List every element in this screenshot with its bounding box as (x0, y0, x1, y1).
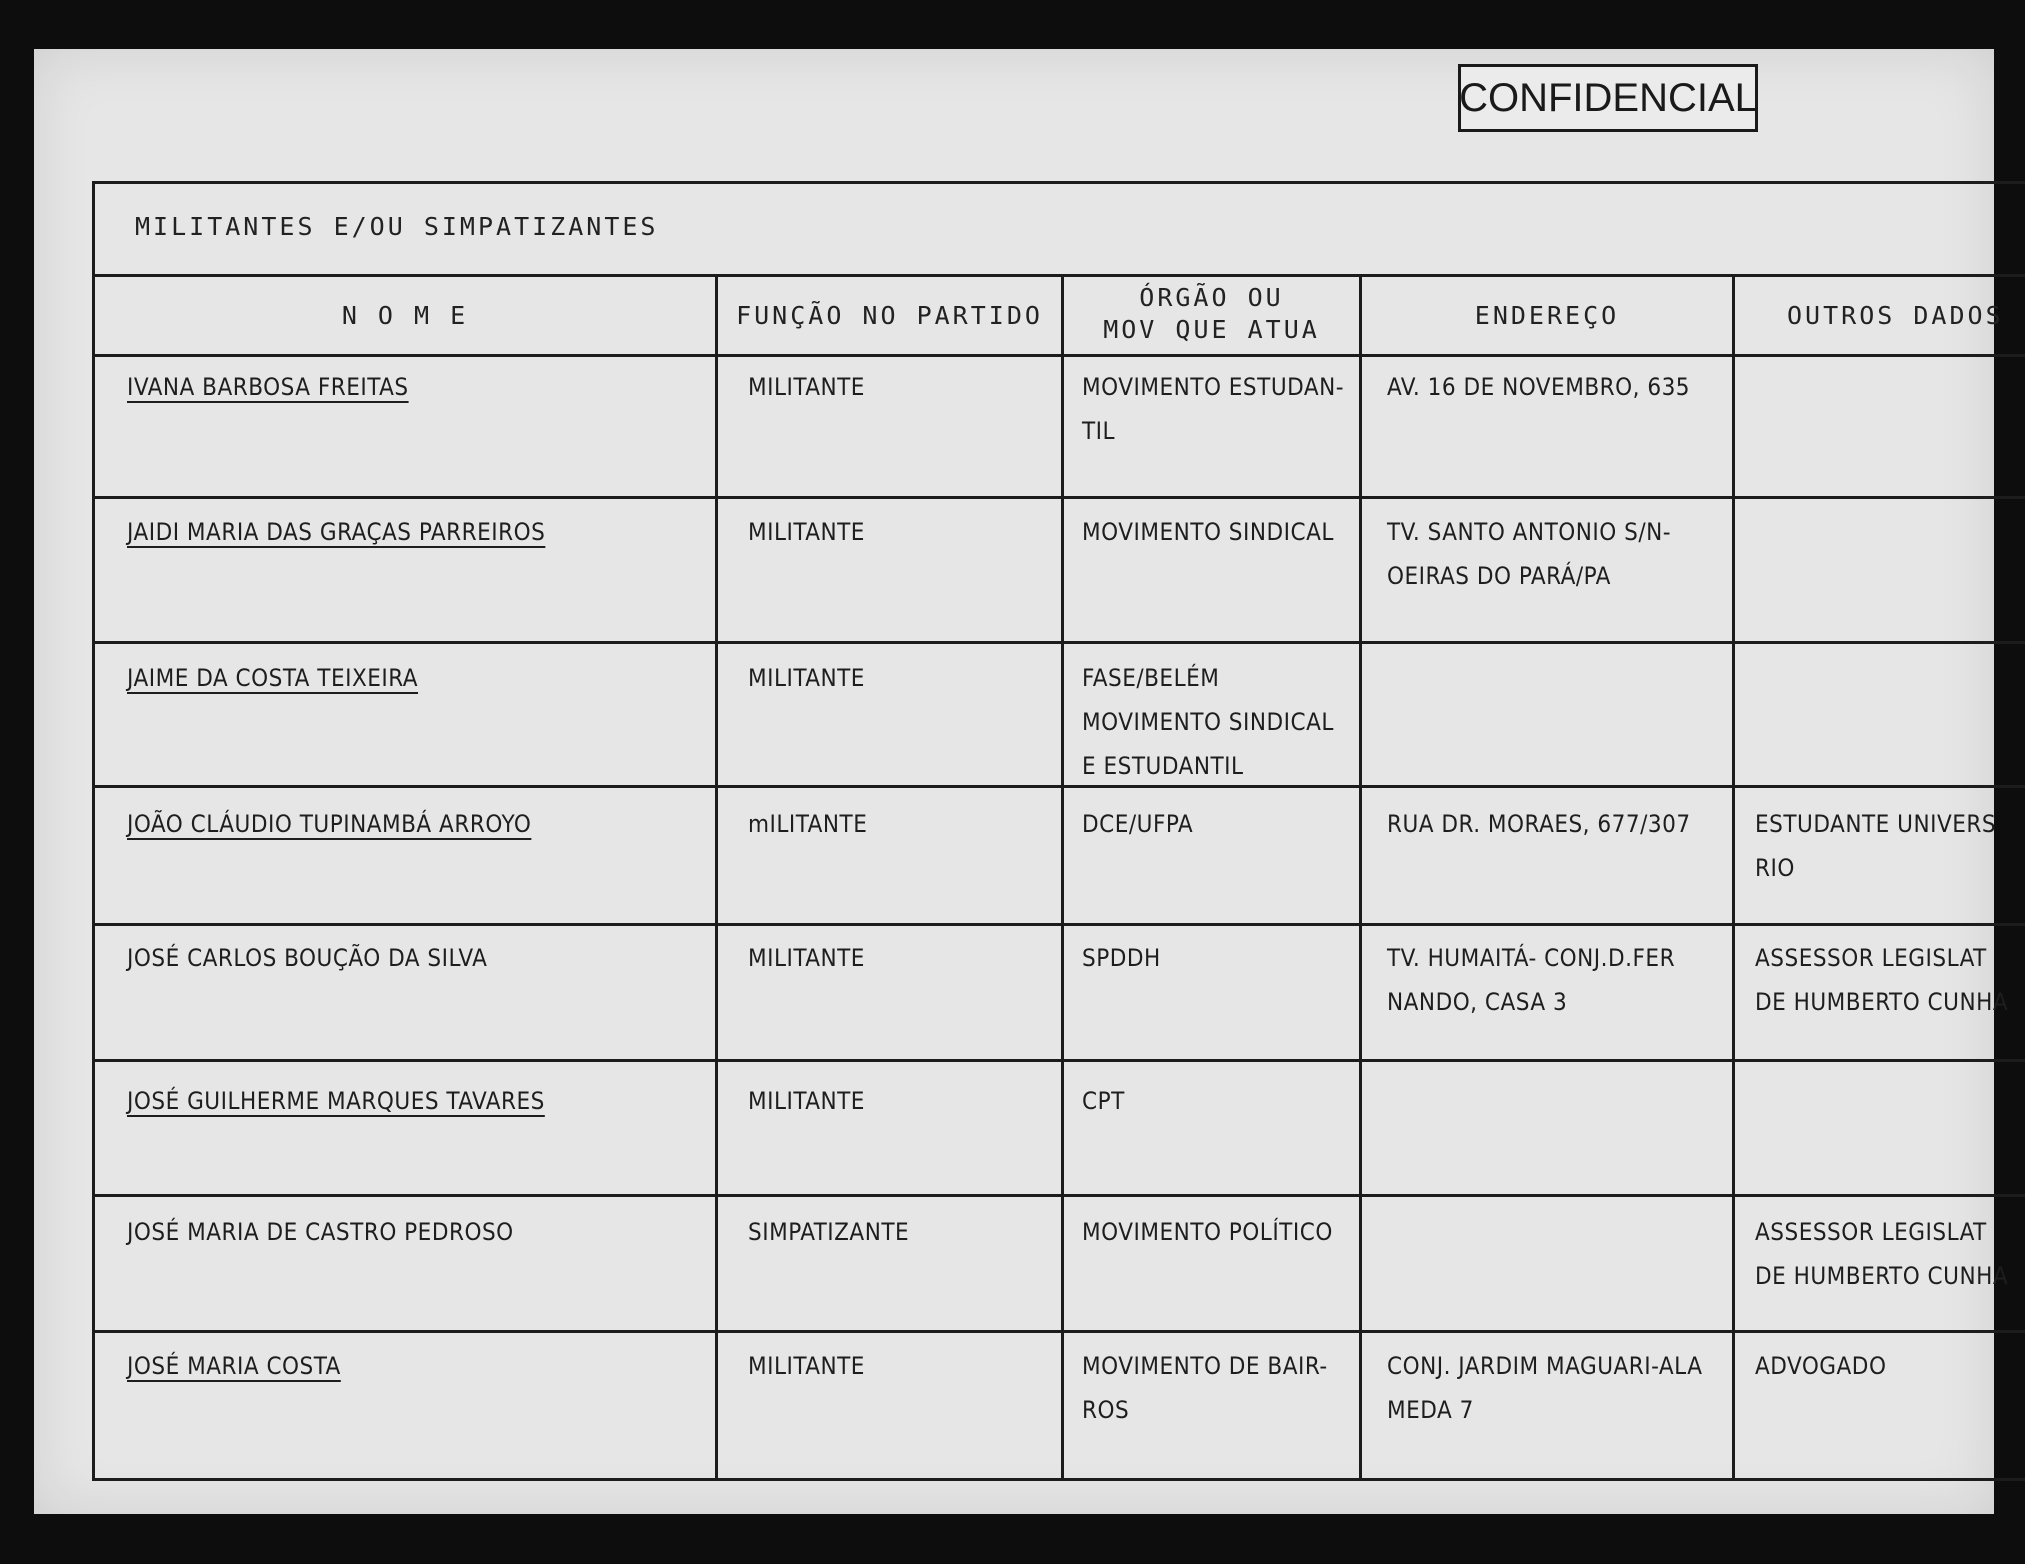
column-divider (1732, 276, 1735, 1481)
members-table (92, 181, 2025, 1481)
row-divider (95, 1194, 2025, 1197)
header-divider (95, 354, 2025, 357)
column-divider (715, 276, 718, 1481)
row-nome: JOSÉ GUILHERME MARQUES TAVARES (127, 1087, 545, 1115)
row-endereco: TV. HUMAITÁ- CONJ.D.FER NANDO, CASA 3 (1387, 944, 1676, 1016)
row-funcao: MILITANTE (748, 1087, 865, 1115)
row-orgao: MOVIMENTO DE BAIR- ROS (1082, 1352, 1328, 1424)
row-outros: ADVOGADO (1755, 1352, 1887, 1380)
row-orgao: FASE/BELÉM MOVIMENTO SINDICAL E ESTUDANTIL (1082, 664, 1334, 780)
row-outros: ASSESSOR LEGISLAT DE HUMBERTO CUNHA (1755, 944, 2009, 1016)
row-nome: JAIME DA COSTA TEIXEIRA (127, 664, 419, 692)
row-nome: JOSÉ MARIA DE CASTRO PEDROSO (127, 1218, 514, 1246)
row-orgao: SPDDH (1082, 944, 1161, 972)
row-funcao: mILITANTE (748, 810, 868, 838)
row-funcao: MILITANTE (748, 664, 865, 692)
row-divider (95, 641, 2025, 644)
row-funcao: MILITANTE (748, 1352, 865, 1380)
row-orgao: MOVIMENTO SINDICAL (1082, 518, 1334, 546)
row-nome: JOÃO CLÁUDIO TUPINAMBÁ ARROYO (127, 810, 532, 838)
row-orgao: CPT (1082, 1087, 1125, 1115)
row-divider (95, 785, 2025, 788)
row-divider (95, 923, 2025, 926)
title-divider (95, 274, 2025, 277)
header-funcao: FUNÇÃO NO PARTIDO (736, 301, 1043, 330)
header-orgao: ÓRGÃO OU MOV QUE ATUA (1103, 283, 1320, 344)
row-divider (95, 496, 2025, 499)
row-funcao: SIMPATIZANTE (748, 1218, 910, 1246)
header-outros: OUTROS DADOS (1787, 301, 2004, 330)
row-nome: JOSÉ MARIA COSTA (127, 1352, 341, 1380)
row-orgao: MOVIMENTO ESTUDAN- TIL (1082, 373, 1345, 445)
row-nome: IVANA BARBOSA FREITAS (127, 373, 409, 401)
row-funcao: MILITANTE (748, 518, 865, 546)
row-nome: JAIDI MARIA DAS GRAÇAS PARREIROS (127, 518, 546, 546)
header-nome: N O M E (341, 301, 469, 330)
row-divider (95, 1330, 2025, 1333)
row-divider (95, 1059, 2025, 1062)
column-divider (1061, 276, 1064, 1481)
row-funcao: MILITANTE (748, 944, 865, 972)
row-endereco: RUA DR. MORAES, 677/307 (1387, 810, 1691, 838)
confidential-stamp: CONFIDENCIAL (1458, 64, 1758, 132)
row-endereco: AV. 16 DE NOVEMBRO, 635 (1387, 373, 1691, 401)
row-nome: JOSÉ CARLOS BOUÇÃO DA SILVA (127, 944, 488, 972)
row-orgao: DCE/UFPA (1082, 810, 1194, 838)
row-endereco: TV. SANTO ANTONIO S/N- OEIRAS DO PARÁ/PA (1387, 518, 1672, 590)
row-outros: ASSESSOR LEGISLAT DE HUMBERTO CUNHA (1755, 1218, 2009, 1290)
row-endereco: CONJ. JARDIM MAGUARI-ALA MEDA 7 (1387, 1352, 1703, 1424)
row-funcao: MILITANTE (748, 373, 865, 401)
column-divider (1359, 276, 1362, 1481)
row-orgao: MOVIMENTO POLÍTICO (1082, 1218, 1333, 1246)
header-endereco: ENDEREÇO (1474, 301, 1620, 330)
section-title: MILITANTES E/OU SIMPATIZANTES (135, 212, 659, 241)
row-outros: ESTUDANTE UNIVERS RIO (1755, 810, 1997, 882)
